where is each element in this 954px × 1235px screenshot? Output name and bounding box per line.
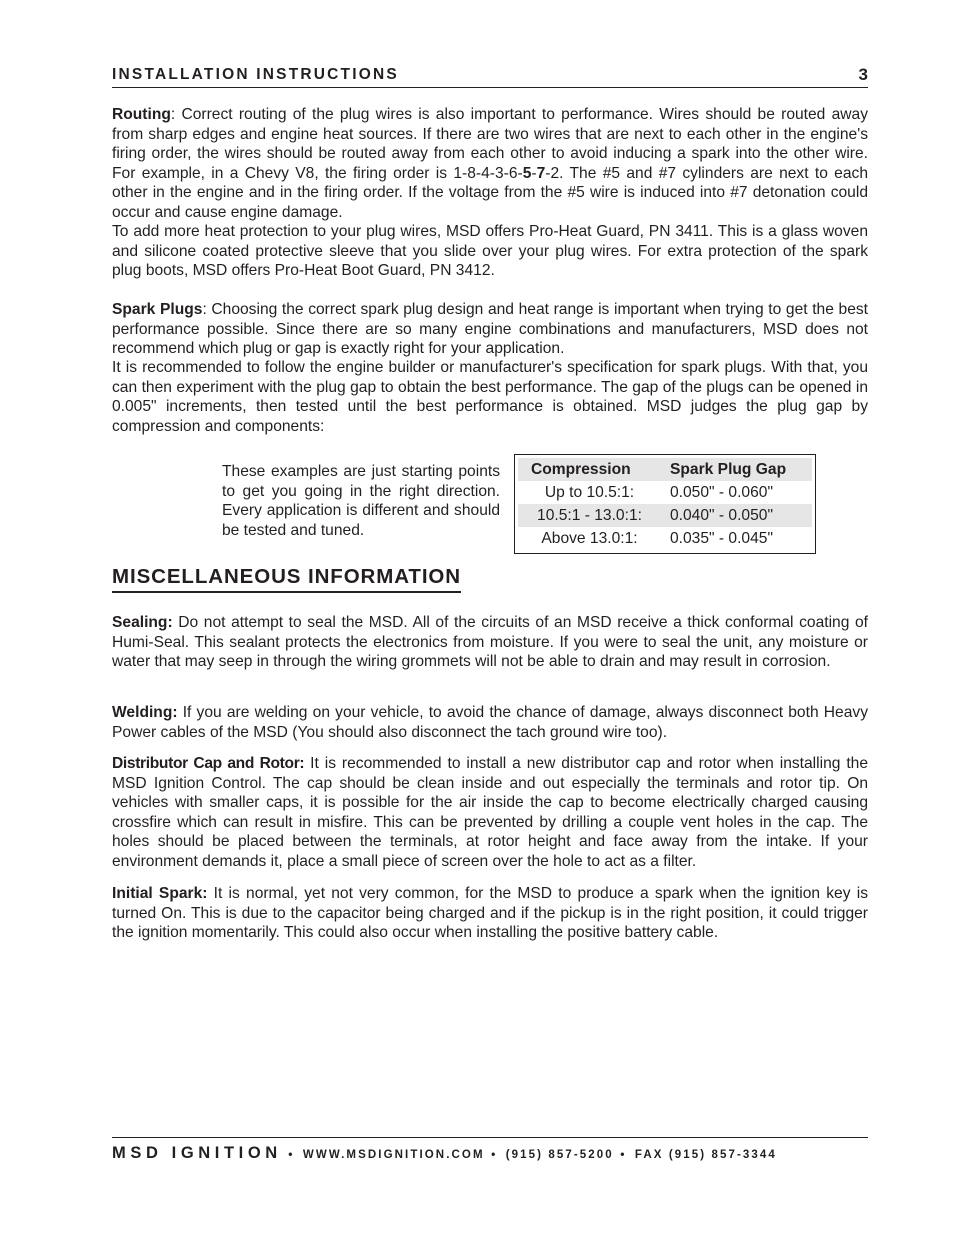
welding-text: If you are welding on your vehicle, to avoid the chance of damage, always disconnect both Heavy Power cables of the MSD (You should also disconnect the tach ground wire too). xyxy=(112,704,868,741)
column-header-spark-plug-gap: Spark Plug Gap xyxy=(661,458,812,481)
spark-plugs-lead: Spark Plugs xyxy=(112,301,203,318)
compression-cell: Up to 10.5:1: xyxy=(544,483,635,501)
footer-separator: • xyxy=(491,1147,496,1161)
welding-lead: Welding: xyxy=(112,704,178,721)
firing-order-7: 7 xyxy=(536,164,546,182)
spark-plugs-paragraph xyxy=(112,300,868,359)
initial-spark-lead: Initial Spark: xyxy=(112,885,208,902)
firing-order-5: 5 xyxy=(522,164,532,182)
plug-gap-recommendation-paragraph: It is recommended to follow the engine builder or manufacturer's specification for spark plugs. With that, you can then experiment with the plug gap to obtain the best performance. The gap of the plugs can be opened in 0.005" increments, then tested until the best performance is obtained. MSD judges the plug gap by compression and components: xyxy=(112,359,868,435)
manual-page xyxy=(112,0,868,1235)
table-header-row xyxy=(518,458,812,481)
page-footer xyxy=(112,1137,868,1168)
gap-examples-note: These examples are just starting points to get you going in the right direction. Every application is different and should be tested and tuned. xyxy=(222,463,500,539)
routing-lead: Routing xyxy=(112,106,171,123)
footer-brand: MSD IGNITION xyxy=(112,1144,282,1162)
sealing-paragraph xyxy=(112,613,868,672)
heat-guard-paragraph: To add more heat protection to your plug wires, MSD offers Pro-Heat Guard, PN 3411. This is a glass woven and silicone coated protective sleeve that you slide over your plug wires. For extra protection of the spark plug boots, MSD offers Pro-Heat Boot Guard, PN 3412. xyxy=(112,223,868,279)
routing-text-2: -2. The #5 and #7 cylinders are next to each other in the engine and in the firing order. If the voltage from the #5 wire is induced into #7 detonation could occur and cause engine damage. xyxy=(112,164,868,221)
routing-text-1: : Correct routing of the plug wires is also important to performance. Wires should be routed away from sharp edges and engine heat sources. If there are two wires that are next to each other in the engine's firing order, the wires should be routed away from each other to avoid inducing a spark into the other wire. For example, in a Chevy V8, the firing order is 1-8-4-3-6- xyxy=(112,106,868,182)
table-row xyxy=(518,504,812,527)
initial-spark-paragraph xyxy=(112,884,868,943)
distributor-text: It is recommended to install a new distributor cap and rotor when installing the MSD Ignition Control. The cap should be clean inside and out especially the terminals and rotor tip. On vehicles with smaller caps, it is possible for the air inside the cap to become electrically charged causing crossfire which can result in misfire. This can be prevented by drilling a couple vent holes in the cap. The holes should be placed between the terminals, at rotor height and face away from the intake. If your environment demands it, place a small piece of screen over the hole to act as a filter. xyxy=(112,755,868,870)
column-header-compression: Compression xyxy=(518,458,661,481)
gap-cell: 0.050" - 0.060" xyxy=(670,483,773,501)
distributor-lead: Distributor Cap and Rotor: xyxy=(112,755,305,772)
footer-separator: • xyxy=(288,1147,293,1161)
spark-plug-gap-table xyxy=(514,454,816,554)
table-row xyxy=(518,527,812,550)
compression-cell: Above 13.0:1: xyxy=(541,529,638,547)
gap-table-grid xyxy=(518,458,812,550)
footer-fax: FAX (915) 857-3344 xyxy=(634,1149,777,1161)
header-title: INSTALLATION INSTRUCTIONS xyxy=(112,66,399,83)
table-row xyxy=(518,481,812,504)
gap-cell: 0.040" - 0.050" xyxy=(661,504,812,527)
footer-phone: (915) 857-5200 xyxy=(505,1149,614,1161)
gap-cell: 0.035" - 0.045" xyxy=(670,529,773,547)
footer-line xyxy=(112,1144,777,1163)
routing-paragraph xyxy=(112,105,868,222)
spark-plugs-text: : Choosing the correct spark plug design and heat range is important when trying to get the best performance possible. Since there are so many engine combinations and manufacturers, MSD does not recommend which plug or gap is exactly right for your application. xyxy=(112,301,868,357)
page-header xyxy=(112,66,868,88)
distributor-paragraph xyxy=(112,754,868,871)
firing-order-dash: - xyxy=(531,164,537,182)
sealing-lead: Sealing: xyxy=(112,614,173,631)
misc-section-title: MISCELLANEOUS INFORMATION xyxy=(112,565,461,593)
footer-website: WWW.MSDIGNITION.COM xyxy=(302,1149,485,1161)
compression-cell: 10.5:1 - 13.0:1: xyxy=(518,504,661,527)
welding-paragraph xyxy=(112,703,868,742)
page-number: 3 xyxy=(858,65,868,84)
initial-spark-text: It is normal, yet not very common, for the MSD to produce a spark when the ignition key is turned On. This is due to the capacitor being charged and if the pickup is in the right position, it could trigger the ignition momentarily. This could also occur when installing the positive battery cable. xyxy=(112,885,868,941)
footer-separator: • xyxy=(620,1147,625,1161)
sealing-text: Do not attempt to seal the MSD. All of the circuits of an MSD receive a thick conformal coating of Humi-Seal. This sealant protects the electronics from moisture. If you were to seal the unit, any moisture or water that may seep in through the wiring grommets will not be able to drain and may result in corrosion. xyxy=(112,614,868,670)
